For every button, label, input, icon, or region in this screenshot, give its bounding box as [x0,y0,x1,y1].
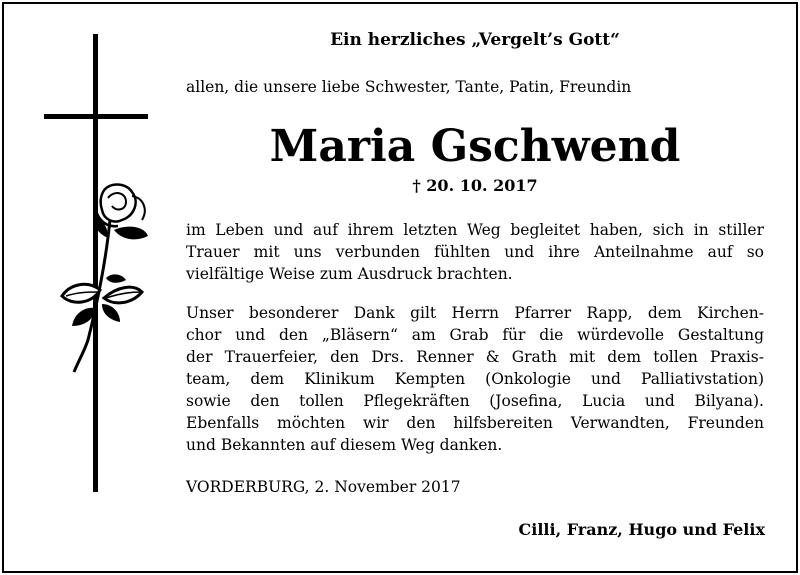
paragraph-line: chor und den „Bläsern“ am Grab für die würdevolle Gestaltung [186,326,764,344]
rose-icon [48,180,158,380]
paragraph-line: sowie den tollen Pflegekräften (Josefina, Lucia und Bilyana). [186,392,764,410]
heading: Ein herzliches „Vergelt’s Gott“ [330,30,620,50]
paragraph-line: Unser besonderer Dank gilt Herrn Pfarrer Rapp, dem Kirchen- [186,304,764,322]
paragraph-line: der Trauerfeier, den Drs. Renner & Grath mit dem tollen Praxis- [186,348,764,366]
intro-text: allen, die unsere liebe Schwester, Tante, Patin, Freundin [186,78,632,96]
paragraph-line: im Leben und auf ihrem letzten Weg begleitet haben, sich in stiller [186,221,764,239]
paragraph-1 [186,219,764,285]
paragraph-line: team, dem Klinikum Kempten (Onkologie und Palliativstation) [186,370,764,388]
place-date: VORDERBURG, 2. November 2017 [186,478,461,496]
paragraph-2 [186,302,764,456]
paragraph-line: Trauer mit uns verbunden fühlten und ihre Anteilnahme auf so [186,243,764,261]
death-date: † 20. 10. 2017 [412,176,538,195]
paragraph-line: Ebenfalls möchten wir den hilfsbereiten Verwandten, Freunden [186,414,764,432]
paragraph-line: und Bekannten auf diesem Weg danken. [186,436,503,454]
cross-icon-crossbar [44,114,148,119]
deceased-name: Maria Gschwend [269,121,681,172]
signature: Cilli, Franz, Hugo und Felix [518,520,765,539]
paragraph-line: vielfältige Weise zum Ausdruck brachten. [186,265,513,283]
